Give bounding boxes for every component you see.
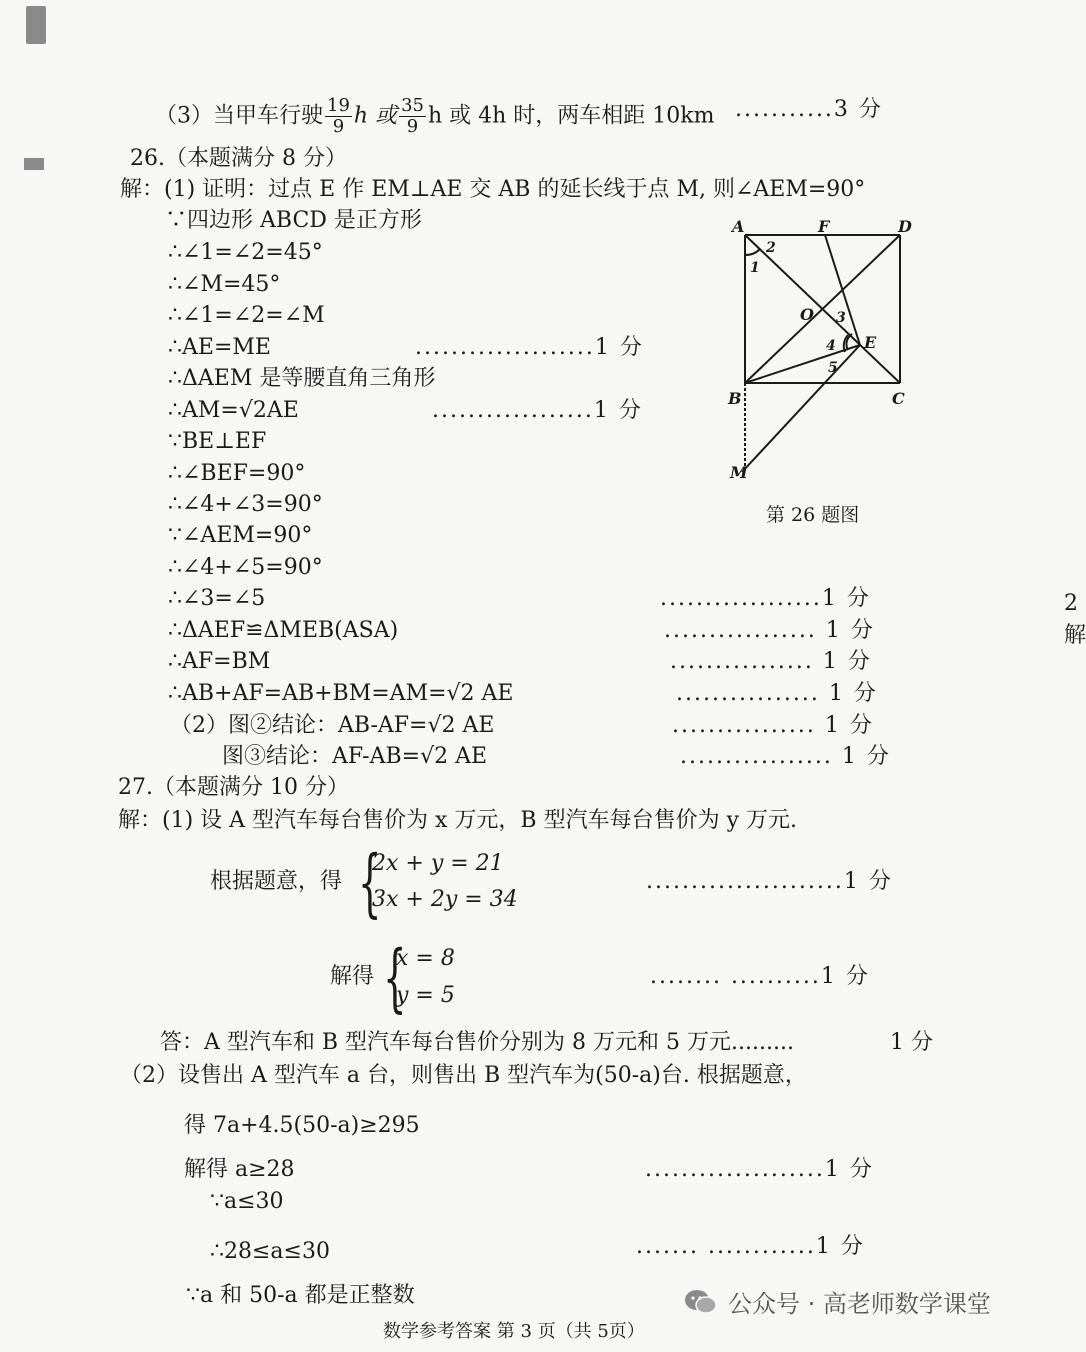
q26-line-14: ∴∠3=∠5 xyxy=(168,586,266,611)
q26-line-16: ∴AF=BM xyxy=(168,649,271,674)
q26-line-17-score: ................ 1 分 xyxy=(676,681,878,706)
q25-part3-text-b: h 或 xyxy=(353,103,398,129)
label-B: B xyxy=(728,389,742,408)
q26-line-6-score: ....................1 分 xyxy=(415,335,644,360)
q26-line-18-score: ................ 1 分 xyxy=(672,713,874,738)
solution-1: x = 8 xyxy=(396,946,455,971)
q27-line-8: ∵a≤30 xyxy=(210,1189,284,1214)
q27-line-3: 解得 xyxy=(330,964,375,989)
q26-line-19: 图③结论：AF-AB=√2 AE xyxy=(222,744,488,769)
q26-figure xyxy=(720,210,940,540)
edge-text-2: 2 xyxy=(1064,591,1078,616)
q26-line-19-score: ................. 1 分 xyxy=(680,744,891,769)
q27-line-2-score: ......................1 分 xyxy=(646,869,893,894)
equation-2: 3x + 2y = 34 xyxy=(372,887,518,912)
q25-part3-score: ...........3 分 xyxy=(735,97,883,122)
q27-line-2: 根据题意，得 xyxy=(210,869,343,894)
q26-line-15: ∴ΔAEF≌ΔMEB(ASA) xyxy=(168,618,399,643)
fraction-denominator: 9 xyxy=(406,116,419,137)
watermark xyxy=(684,1284,991,1319)
q27-line-1: 解：(1) 设 A 型汽车每台售价为 x 万元，B 型汽车每台售价为 y 万元. xyxy=(118,808,797,833)
fraction-19-9 xyxy=(325,96,352,137)
q26-line-3: ∴∠1=∠2=45° xyxy=(168,240,323,265)
label-5: 5 xyxy=(828,360,838,376)
q27-line-3-score: ........ ..........1 分 xyxy=(650,964,870,989)
binder-mark-mid xyxy=(24,158,44,170)
q26-line-8-score: ..................1 分 xyxy=(432,398,643,423)
q26-line-5: ∴∠1=∠2=∠M xyxy=(168,303,325,328)
q26-line-16-score: ................ 1 分 xyxy=(670,649,872,674)
label-F: F xyxy=(818,217,830,236)
q27-line-9: ∴28≤a≤30 xyxy=(210,1239,330,1264)
label-2: 2 xyxy=(766,240,776,256)
label-D: D xyxy=(898,217,912,236)
q26-line-18: （2）图②结论：AB-AF=√2 AE xyxy=(170,713,495,738)
q27-line-4-score: 1 分 xyxy=(890,1030,933,1055)
fraction-numerator: 35 xyxy=(401,95,424,116)
watermark-text: 公众号 · 高老师数学课堂 xyxy=(728,1290,991,1318)
q27-line-7: 解得 a≥28 xyxy=(184,1157,295,1182)
q26-line-2: ∵四边形 ABCD 是正方形 xyxy=(165,208,422,233)
q26-line-15-score: ................. 1 分 xyxy=(664,618,875,643)
q26-line-4: ∴∠M=45° xyxy=(168,272,281,297)
label-3: 3 xyxy=(836,310,846,326)
label-C: C xyxy=(892,389,905,408)
q27-line-4: 答：A 型汽车和 B 型汽车每台售价分别为 8 万元和 5 万元......... xyxy=(160,1030,794,1055)
figure-caption: 第 26 题图 xyxy=(766,504,860,526)
system-brace-2: { xyxy=(383,935,407,1021)
q26-line-1: 解：(1) 证明：过点 E 作 EM⊥AE 交 AB 的延长线于点 M, 则∠AEM=90° xyxy=(120,177,866,202)
label-4: 4 xyxy=(826,338,836,354)
q26-line-14-score: ..................1 分 xyxy=(660,586,871,611)
q26-line-12: ∵∠AEM=90° xyxy=(168,523,313,548)
q26-line-10: ∴∠BEF=90° xyxy=(168,461,306,486)
q27-line-10: ∵a 和 50-a 都是正整数 xyxy=(186,1283,415,1308)
fraction-denominator: 9 xyxy=(332,116,345,137)
label-A: A xyxy=(732,217,745,236)
q26-line-8: ∴AM=√2AE xyxy=(168,398,299,423)
q26-line-9: ∵BE⊥EF xyxy=(168,429,267,454)
q27-line-7-score: ....................1 分 xyxy=(645,1157,874,1182)
q25-part3-line xyxy=(155,96,714,137)
q26-line-7: ∴ΔAEM 是等腰直角三角形 xyxy=(168,366,436,391)
edge-text-jie: 解 xyxy=(1064,623,1086,648)
q26-line-6: ∴AE=ME xyxy=(168,335,271,360)
q27-line-9-score: ....... ............1 分 xyxy=(636,1234,865,1259)
fraction-35-9 xyxy=(399,96,426,137)
q26-title: 26.（本题满分 8 分） xyxy=(130,146,347,171)
q26-line-11: ∴∠4+∠3=90° xyxy=(168,492,323,517)
label-1: 1 xyxy=(750,260,760,276)
q27-line-6: 得 7a+4.5(50-a)≥295 xyxy=(184,1113,420,1138)
equation-1: 2x + y = 21 xyxy=(372,851,504,876)
label-O: O xyxy=(800,305,814,324)
binder-mark-top xyxy=(26,6,46,44)
page-footer: 数学参考答案 第 3 页（共 5页） xyxy=(383,1321,645,1342)
q27-title: 27.（本题满分 10 分） xyxy=(118,775,349,800)
fraction-numerator: 19 xyxy=(327,95,350,116)
q25-part3-text-a: （3）当甲车行驶 xyxy=(155,103,323,129)
q26-line-13: ∴∠4+∠5=90° xyxy=(168,555,323,580)
solution-2: y = 5 xyxy=(396,983,455,1008)
system-brace-1: { xyxy=(358,840,382,926)
q26-line-17: ∴AB+AF=AB+BM=AM=√2 AE xyxy=(168,681,514,706)
q27-line-5: （2）设售出 A 型汽车 a 台，则售出 B 型汽车为(50-a)台. 根据题意， xyxy=(120,1063,807,1088)
label-E: E xyxy=(864,333,877,352)
label-M: M xyxy=(730,463,748,482)
angle-arc-A xyxy=(745,249,760,255)
q25-part3-text-c: h 或 4h 时，两车相距 10km xyxy=(427,103,715,129)
wechat-icon xyxy=(684,1288,718,1316)
